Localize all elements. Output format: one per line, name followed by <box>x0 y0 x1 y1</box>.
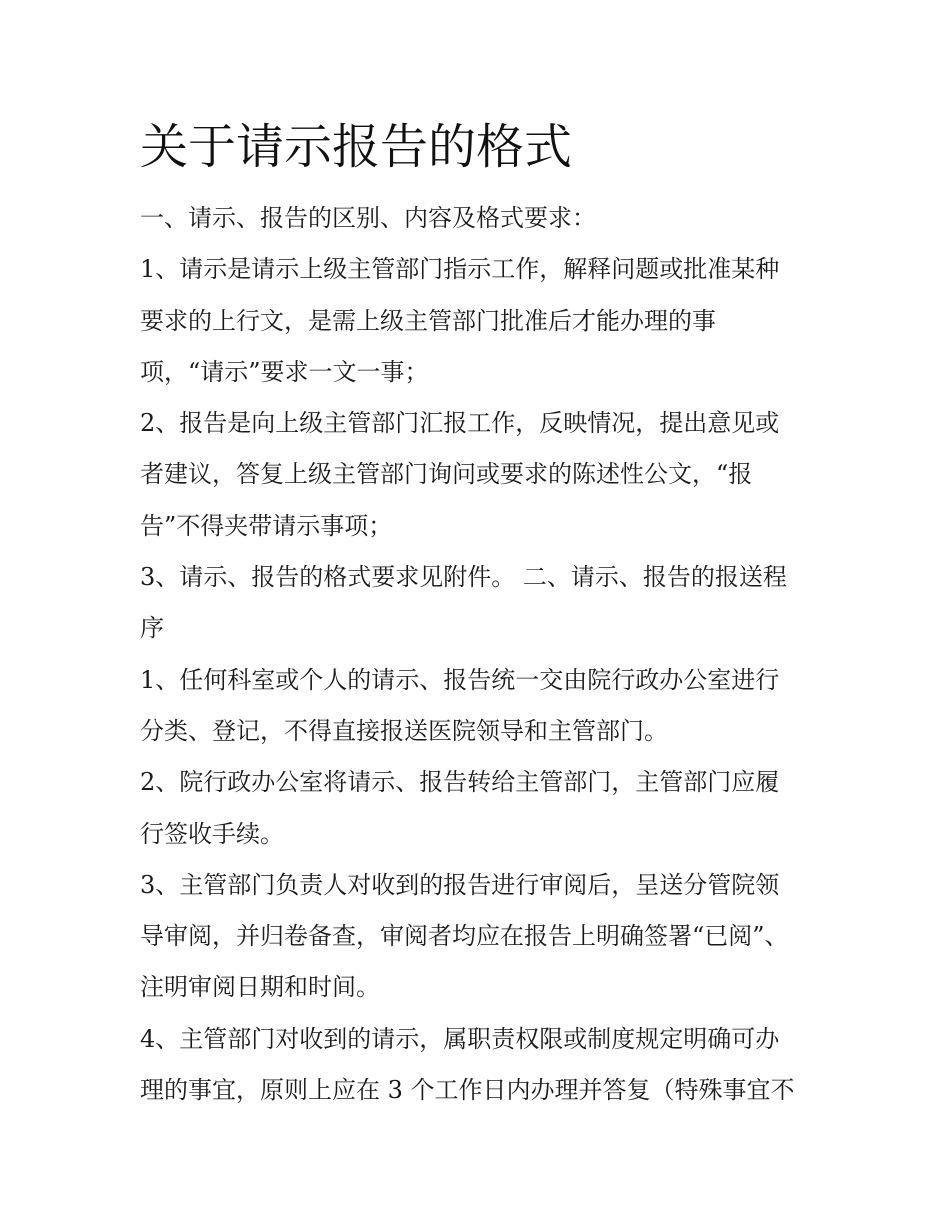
text-line: 者建议，答复上级主管部门询问或要求的陈述性公文，“报 <box>140 460 753 489</box>
text-line: 行签收手续。 <box>140 819 284 848</box>
text-line: 告”不得夹带请示事项； <box>140 511 393 540</box>
text-line: 2、报告是向上级主管部门汇报工作，反映情况，提出意见或 <box>140 409 780 438</box>
text-line: 理的事宜，原则上应在 3 个工作日内办理并答复（特殊事宜不 <box>140 1076 795 1105</box>
text-line: 3、主管部门负责人对收到的报告进行审阅后，呈送分管院领 <box>140 870 780 899</box>
text-line: 1、任何科室或个人的请示、报告统一交由院行政办公室进行 <box>140 665 780 694</box>
document-body <box>140 193 810 1116</box>
text-line: 一、请示、报告的区别、内容及格式要求： <box>140 204 596 232</box>
text-line: 导审阅，并归卷备查，审阅者均应在报告上明确签署“已阅”、 <box>140 922 789 951</box>
text-line: 注明审阅日期和时间。 <box>140 973 380 1002</box>
text-line: 3、请示、报告的格式要求见附件。 二、请示、报告的报送程 <box>140 563 787 592</box>
text-line: 要求的上行文，是需上级主管部门批准后才能办理的事 <box>140 306 716 335</box>
text-line: 项，“请示”要求一文一事； <box>140 357 429 386</box>
document-title: 关于请示报告的格式 <box>140 119 573 175</box>
text-line: 2、院行政办公室将请示、报告转给主管部门，主管部门应履 <box>140 768 780 797</box>
text-line: 4、主管部门对收到的请示，属职责权限或制度规定明确可办 <box>140 1024 780 1053</box>
text-line: 序 <box>140 614 164 643</box>
text-line: 1、请示是请示上级主管部门指示工作，解释问题或批准某种 <box>140 255 780 284</box>
text-line: 分类、登记，不得直接报送医院领导和主管部门。 <box>140 716 668 745</box>
